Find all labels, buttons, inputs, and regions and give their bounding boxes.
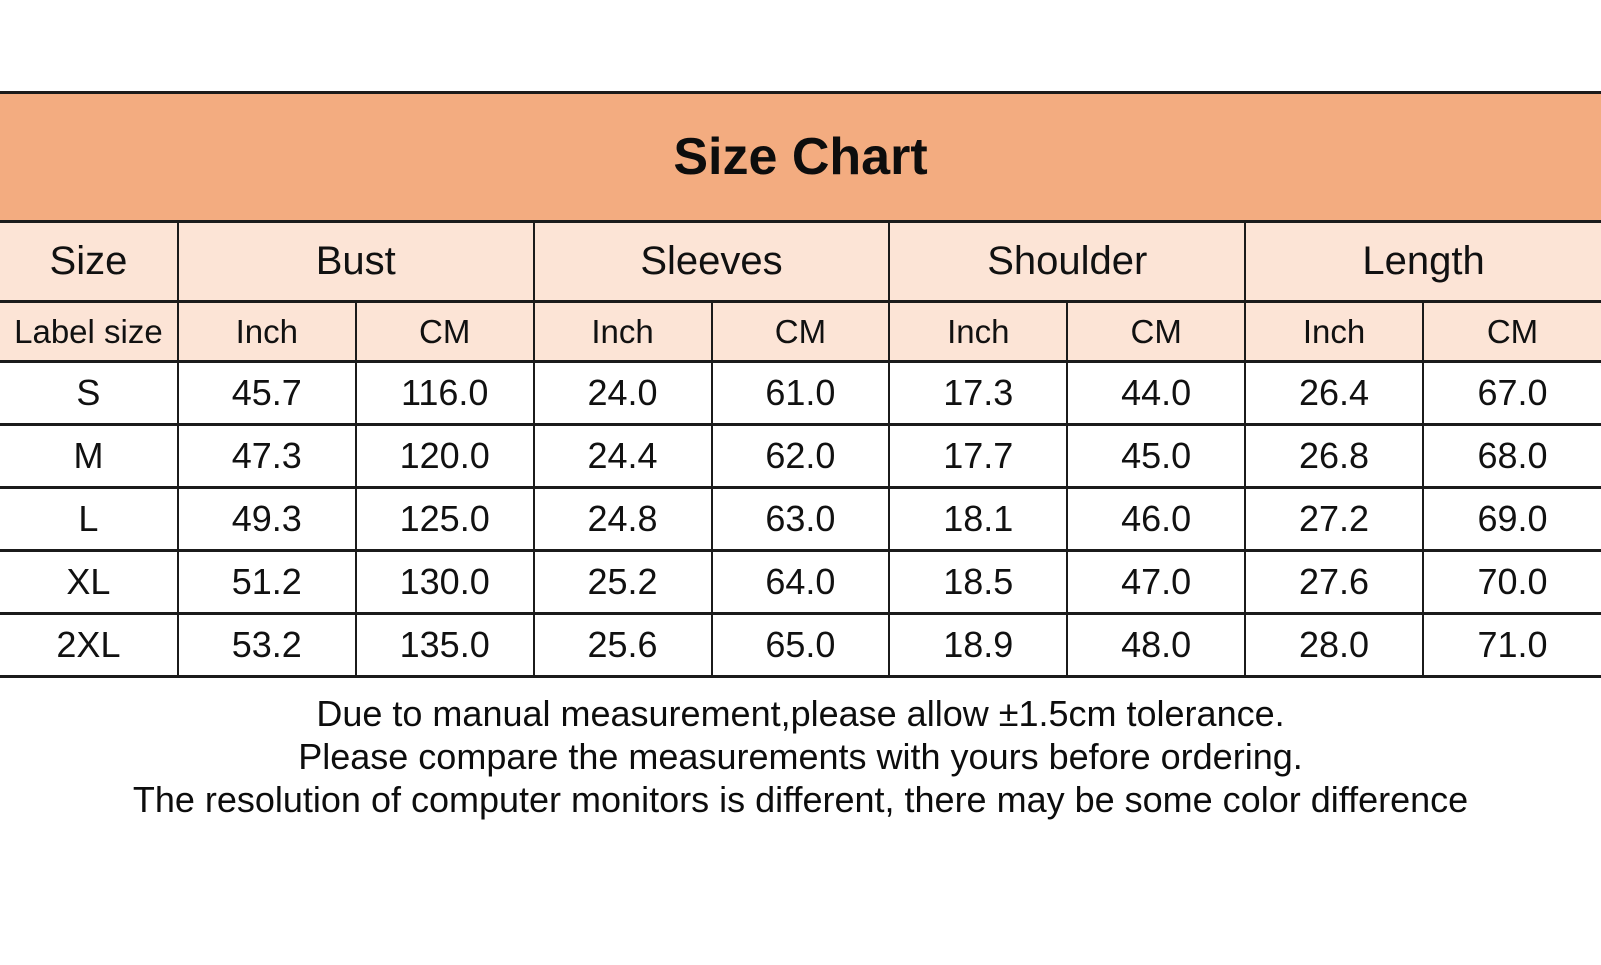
sub-header-length-cm: CM bbox=[1423, 302, 1601, 362]
table-cell: 47.3 bbox=[178, 425, 356, 488]
table-cell: 116.0 bbox=[356, 362, 534, 425]
sub-header-sleeves-inch: Inch bbox=[534, 302, 712, 362]
table-cell: 24.8 bbox=[534, 488, 712, 551]
size-label-cell: 2XL bbox=[0, 614, 178, 677]
table-cell: 53.2 bbox=[178, 614, 356, 677]
size-label-cell: S bbox=[0, 362, 178, 425]
table-cell: 68.0 bbox=[1423, 425, 1601, 488]
sub-header-sleeves-cm: CM bbox=[712, 302, 890, 362]
note-compare: Please compare the measurements with yours before ordering. bbox=[298, 736, 1303, 777]
sub-header-bust-cm: CM bbox=[356, 302, 534, 362]
table-cell: 46.0 bbox=[1067, 488, 1245, 551]
size-label-cell: M bbox=[0, 425, 178, 488]
group-header-length: Length bbox=[1245, 222, 1601, 302]
note-tolerance: Due to manual measurement,please allow ±1.5cm tolerance. bbox=[316, 693, 1285, 734]
table-cell: 18.9 bbox=[889, 614, 1067, 677]
table-cell: 17.3 bbox=[889, 362, 1067, 425]
table-cell: 71.0 bbox=[1423, 614, 1601, 677]
page-title: Size Chart bbox=[673, 128, 928, 186]
table-cell: 27.6 bbox=[1245, 551, 1423, 614]
table-cell: 61.0 bbox=[712, 362, 890, 425]
sub-header-shoulder-inch: Inch bbox=[889, 302, 1067, 362]
table-cell: 24.4 bbox=[534, 425, 712, 488]
table-cell: 28.0 bbox=[1245, 614, 1423, 677]
table-row-xl bbox=[0, 551, 1601, 614]
group-header-size: Size bbox=[0, 222, 178, 302]
sub-header-bust-inch: Inch bbox=[178, 302, 356, 362]
sub-header-length-inch: Inch bbox=[1245, 302, 1423, 362]
sub-header-label-size: Label size bbox=[0, 302, 178, 362]
table-cell: 26.8 bbox=[1245, 425, 1423, 488]
table-cell: 70.0 bbox=[1423, 551, 1601, 614]
table-cell: 17.7 bbox=[889, 425, 1067, 488]
table-cell: 120.0 bbox=[356, 425, 534, 488]
size-label-cell: L bbox=[0, 488, 178, 551]
size-label-cell: XL bbox=[0, 551, 178, 614]
table-cell: 130.0 bbox=[356, 551, 534, 614]
group-header-bust: Bust bbox=[178, 222, 534, 302]
table-cell: 125.0 bbox=[356, 488, 534, 551]
table-row-2xl bbox=[0, 614, 1601, 677]
size-table bbox=[0, 220, 1601, 678]
table-cell: 69.0 bbox=[1423, 488, 1601, 551]
group-header-sleeves: Sleeves bbox=[534, 222, 890, 302]
sub-header-row bbox=[0, 302, 1601, 362]
sub-header-shoulder-cm: CM bbox=[1067, 302, 1245, 362]
table-cell: 47.0 bbox=[1067, 551, 1245, 614]
table-cell: 67.0 bbox=[1423, 362, 1601, 425]
table-row-l bbox=[0, 488, 1601, 551]
group-header-row bbox=[0, 222, 1601, 302]
table-cell: 25.2 bbox=[534, 551, 712, 614]
table-cell: 49.3 bbox=[178, 488, 356, 551]
table-cell: 26.4 bbox=[1245, 362, 1423, 425]
table-cell: 27.2 bbox=[1245, 488, 1423, 551]
table-cell: 64.0 bbox=[712, 551, 890, 614]
table-cell: 63.0 bbox=[712, 488, 890, 551]
title-banner bbox=[0, 91, 1601, 220]
table-row-s bbox=[0, 362, 1601, 425]
table-cell: 18.1 bbox=[889, 488, 1067, 551]
note-color-difference: The resolution of computer monitors is different, there may be some color difference bbox=[132, 779, 1469, 820]
footer-notes bbox=[0, 692, 1601, 821]
table-cell: 18.5 bbox=[889, 551, 1067, 614]
table-cell: 65.0 bbox=[712, 614, 890, 677]
table-cell: 45.7 bbox=[178, 362, 356, 425]
table-cell: 51.2 bbox=[178, 551, 356, 614]
table-cell: 135.0 bbox=[356, 614, 534, 677]
table-cell: 45.0 bbox=[1067, 425, 1245, 488]
table-cell: 44.0 bbox=[1067, 362, 1245, 425]
table-cell: 25.6 bbox=[534, 614, 712, 677]
group-header-shoulder: Shoulder bbox=[889, 222, 1245, 302]
table-row-m bbox=[0, 425, 1601, 488]
table-cell: 48.0 bbox=[1067, 614, 1245, 677]
table-cell: 62.0 bbox=[712, 425, 890, 488]
table-cell: 24.0 bbox=[534, 362, 712, 425]
